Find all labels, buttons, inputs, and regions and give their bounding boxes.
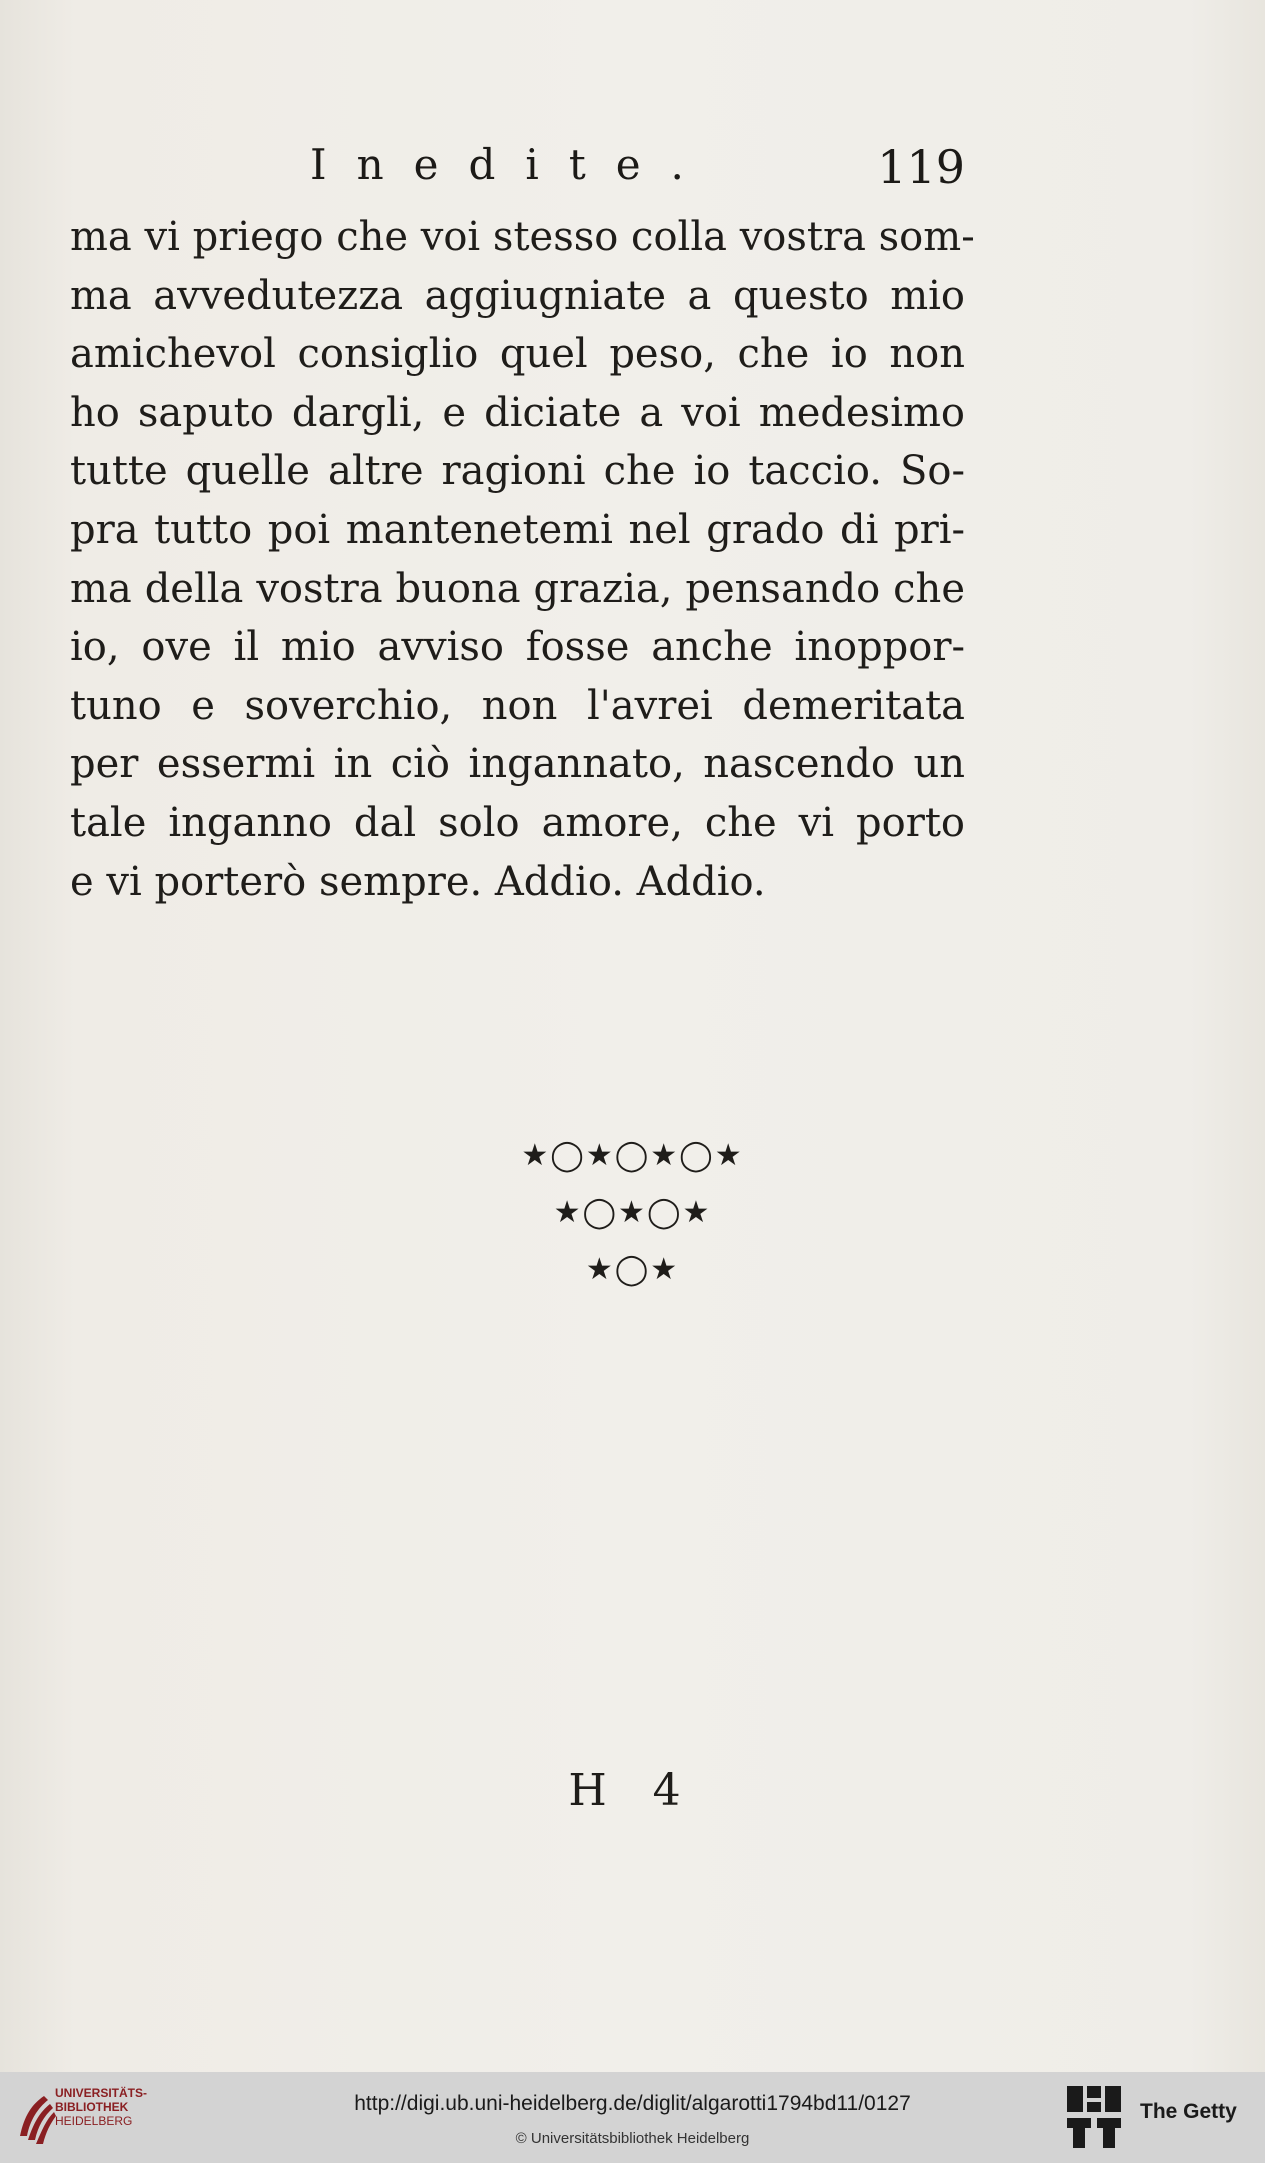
document-url-link[interactable]: http://digi.ub.uni-heidelberg.de/diglit/algarotti1794bd11/0127 [354, 2092, 911, 2115]
ornament-line-2: ★◯★◯★ [553, 1195, 712, 1230]
university-name-line: HEIDELBERG [55, 2114, 133, 2128]
text-line: tale inganno dal solo amore, che vi porto [70, 799, 965, 846]
text-line: ma della vostra buona grazia, pensando che [70, 565, 965, 612]
university-name-line: BIBLIOTHEK [55, 2100, 129, 2114]
getty-logo-icon [1065, 2084, 1123, 2150]
text-line-last: e vi porterò sempre. Addio. Addio. [70, 858, 766, 905]
ornament-line-3: ★◯★ [585, 1252, 680, 1287]
getty-label: The Getty [1140, 2100, 1237, 2123]
text-line: tuno e soverchio, non l'avrei demeritata [70, 682, 965, 729]
copyright-notice: © Universitätsbibliothek Heidelberg [515, 2130, 750, 2147]
page-header [70, 140, 965, 200]
university-name-line: UNIVERSITÄTS- [55, 2086, 148, 2100]
page-number: 119 [877, 140, 965, 194]
text-line: pra tutto poi mantenetemi nel grado di pri- [70, 506, 965, 553]
running-title: Inedite. [310, 140, 714, 189]
text-line: amichevol consiglio quel peso, che io non [70, 331, 965, 378]
university-name [55, 2086, 147, 2128]
text-line: ma avvedutezza aggiugniate a questo mio [70, 272, 965, 319]
signature-mark: H 4 [568, 1765, 697, 1816]
footer-bar [0, 2072, 1265, 2163]
text-line: per essermi in ciò ingannato, nascendo un [70, 741, 965, 788]
text-line: tutte quelle altre ragioni che io taccio. So- [70, 448, 965, 495]
text-line: ma vi priego che voi stesso colla vostra som- [70, 214, 975, 260]
body-text [70, 208, 975, 911]
text-line: io, ove il mio avviso fosse anche inoppor- [70, 624, 965, 671]
ornament-line-1: ★◯★◯★◯★ [521, 1138, 744, 1173]
text-line: ho saputo dargli, e diciate a voi medesimo [70, 389, 965, 436]
